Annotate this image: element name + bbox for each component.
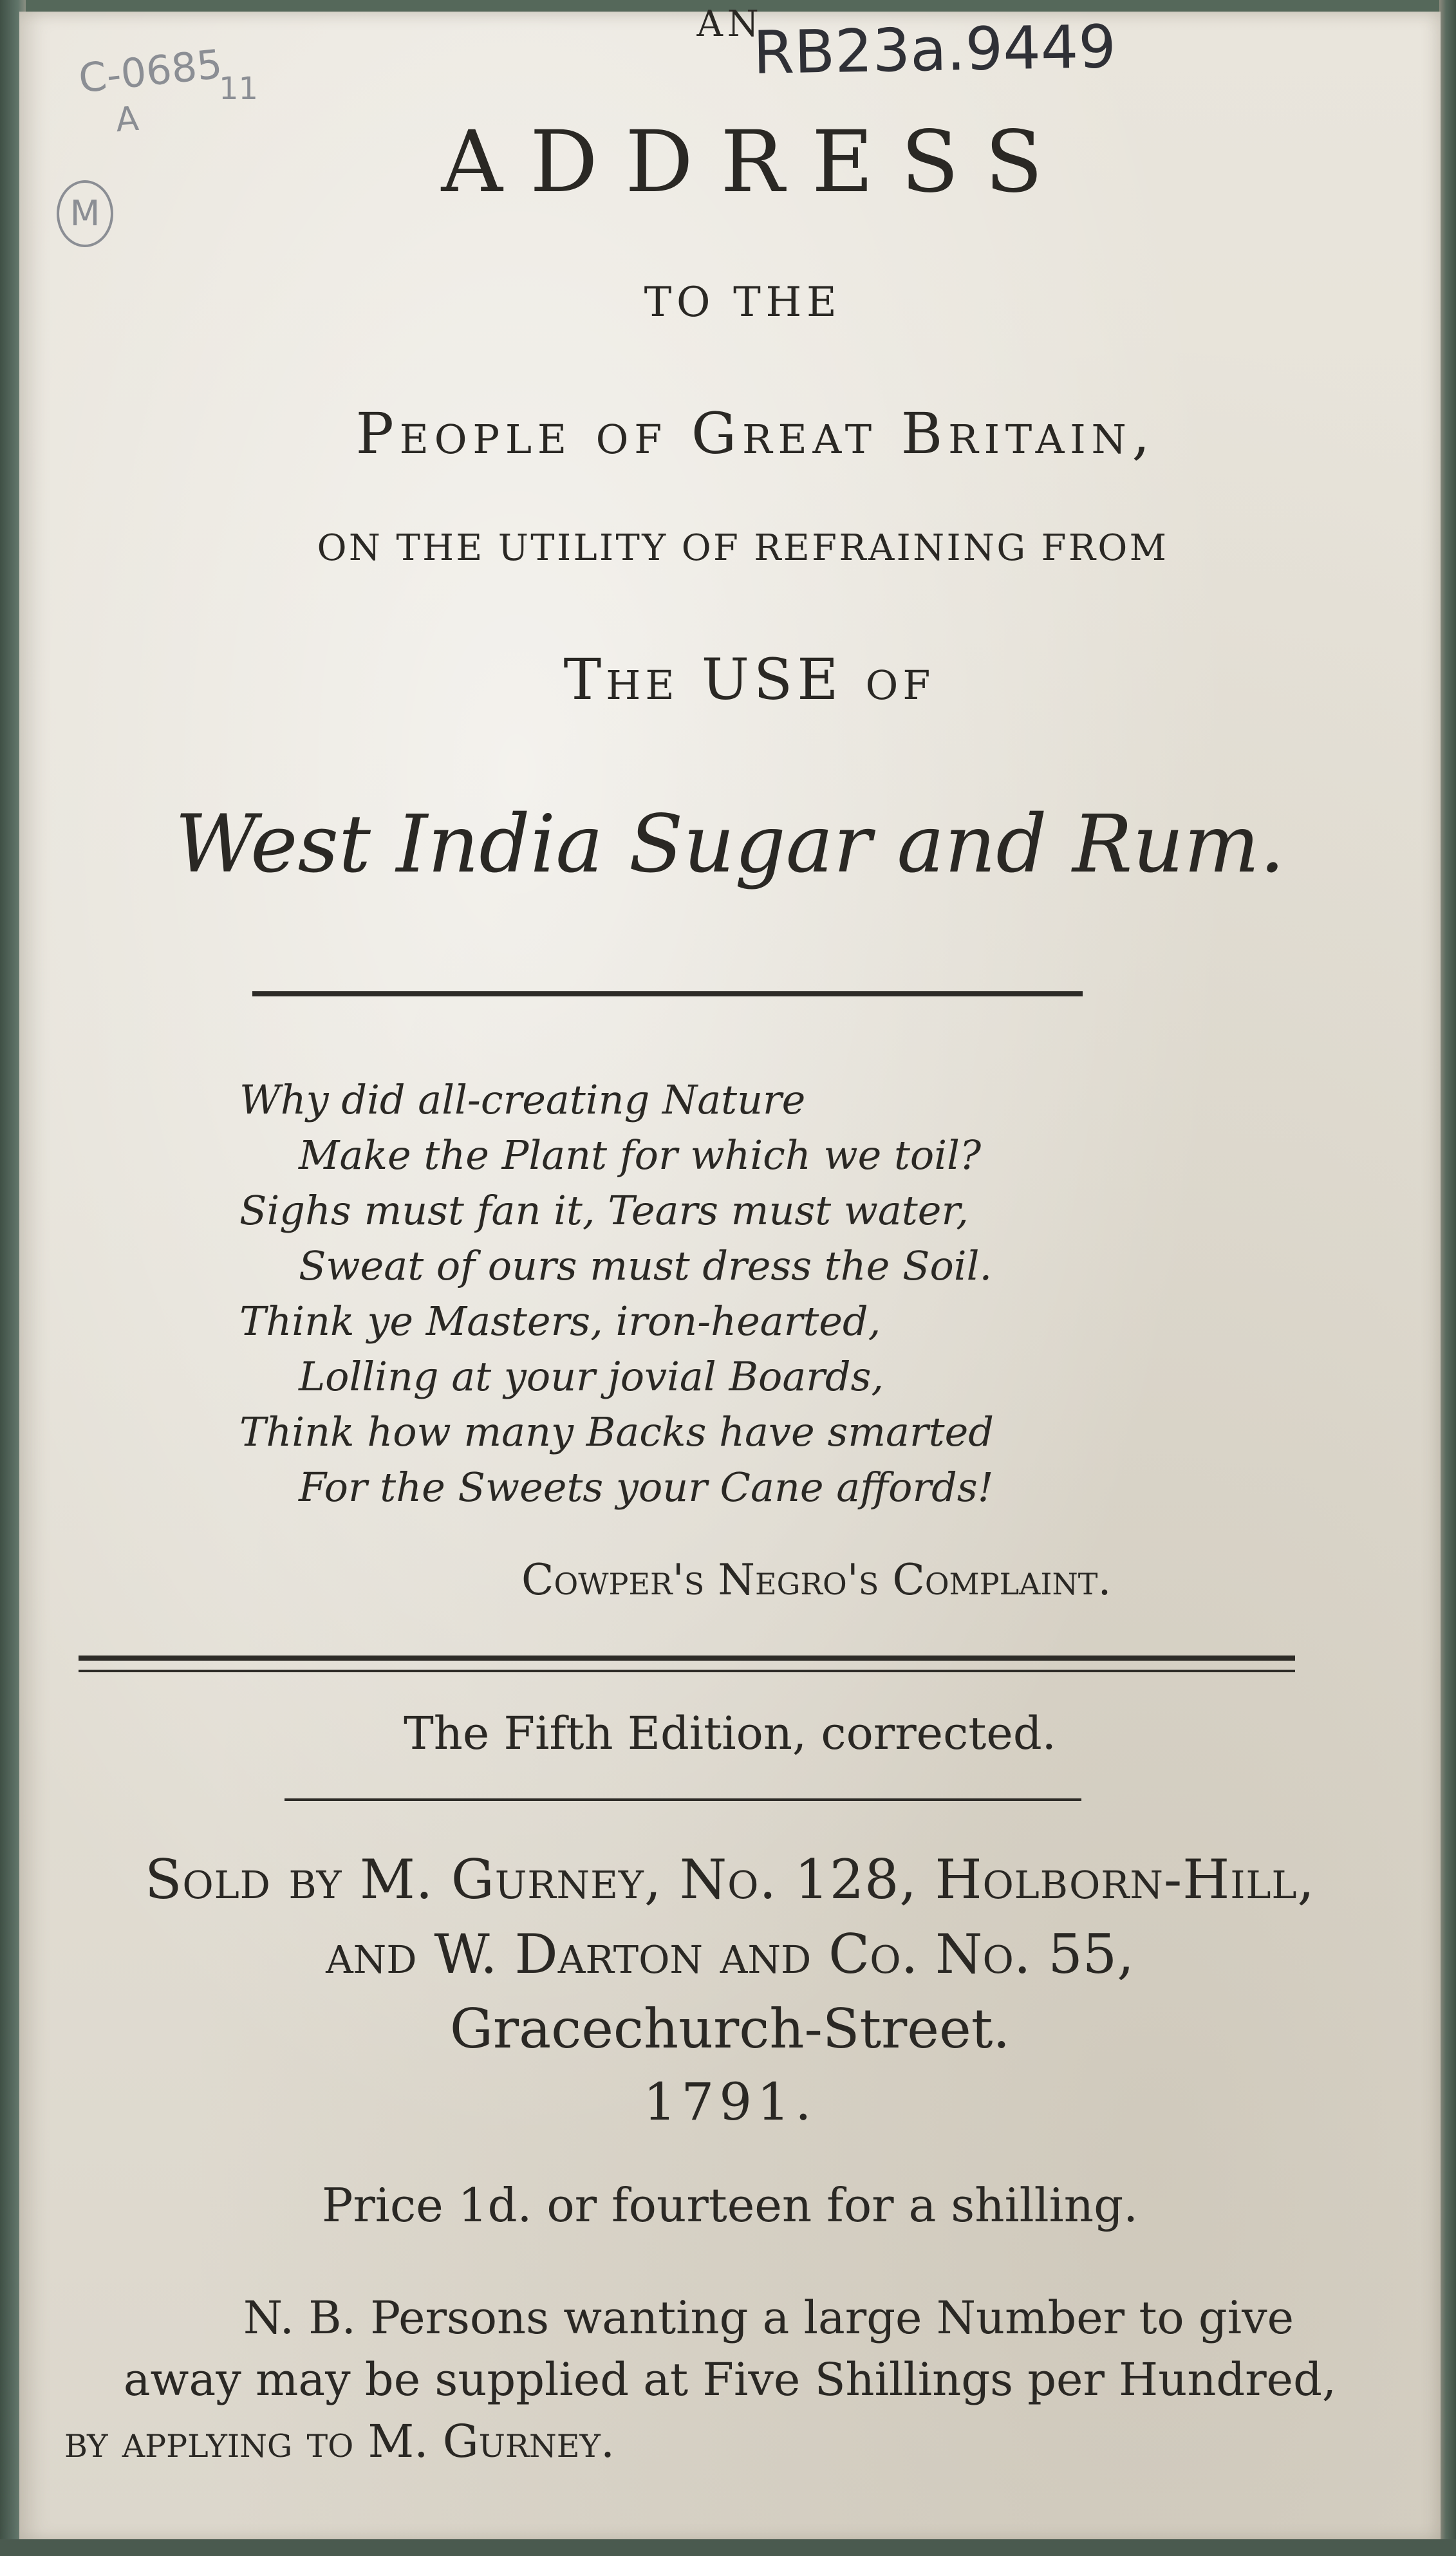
epigraph-line: Sighs must fan it, Tears must water, xyxy=(239,1187,969,1234)
pencil-note: C-0685 xyxy=(76,40,225,102)
epigraph-line: For the Sweets your Cane affords! xyxy=(299,1464,994,1511)
title-rule xyxy=(252,991,1083,996)
book-cover-edge-right xyxy=(1439,0,1456,2556)
epigraph-line: Why did all-creating Nature xyxy=(239,1076,806,1123)
title-address: ADDRESS xyxy=(441,113,1070,212)
book-cover-edge-bottom xyxy=(0,2539,1456,2556)
title-an: AN xyxy=(696,3,763,45)
circled-pencil-mark: M xyxy=(57,180,113,247)
imprint-line-2: and W. Darton and Co. No. 55, xyxy=(326,1923,1134,1986)
nota-bene-line-3: by applying to M. Gurney. xyxy=(64,2415,615,2468)
epigraph-line: Sweat of ours must dress the Soil. xyxy=(299,1242,993,1289)
imprint-year: 1791. xyxy=(643,2072,817,2132)
double-rule-bottom xyxy=(79,1670,1295,1672)
epigraph-attribution: Cowper's Negro's Complaint. xyxy=(521,1555,1112,1605)
imprint-line-3: Gracechurch-Street. xyxy=(449,1997,1011,2060)
imprint-line-1: Sold by M. Gurney, No. 128, Holborn-Hill, xyxy=(145,1848,1315,1911)
title-the-use-of: The USE of xyxy=(563,646,935,713)
price-line: Price 1d. or fourteen for a shilling. xyxy=(321,2178,1139,2232)
epigraph-line: Think ye Masters, iron-hearted, xyxy=(239,1298,881,1345)
title-to-the: TO THE xyxy=(644,279,842,326)
edition-rule xyxy=(285,1798,1081,1801)
double-rule-top xyxy=(79,1656,1295,1661)
title-page xyxy=(19,3,1441,2542)
epigraph-line: Think how many Backs have smarted xyxy=(239,1408,994,1455)
title-people-line: People of Great Britain, xyxy=(355,400,1156,467)
title-west-india: West India Sugar and Rum. xyxy=(174,798,1285,891)
pencil-note: 11 xyxy=(219,71,259,107)
shelfmark-handwritten: RB23a.9449 xyxy=(752,12,1117,88)
epigraph-line: Lolling at your jovial Boards, xyxy=(299,1353,884,1400)
title-on-utility: ON THE UTILITY OF REFRAINING FROM xyxy=(317,527,1169,569)
nota-bene-line-2: away may be supplied at Five Shillings per Hundred, xyxy=(123,2353,1337,2406)
pencil-note: A xyxy=(114,99,140,140)
nota-bene-line-1: N. B. Persons wanting a large Number to give xyxy=(243,2291,1294,2344)
edition-line: The Fifth Edition, corrected. xyxy=(404,1707,1056,1760)
epigraph-line: Make the Plant for which we toil? xyxy=(299,1132,982,1179)
